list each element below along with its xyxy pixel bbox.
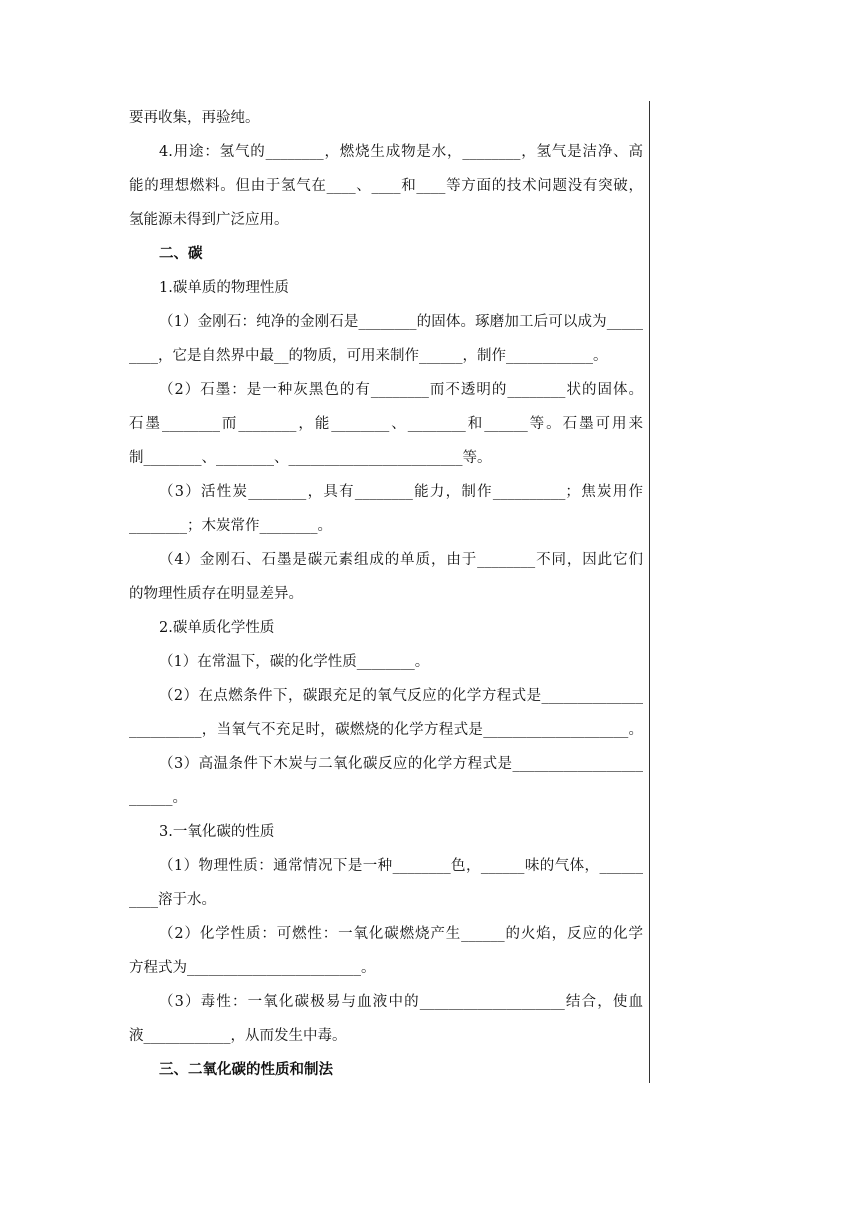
text-line: （1）金刚石：纯净的金刚石是________的固体。琢磨加工后可以成为_____ (159, 314, 643, 330)
text-line: 方程式为________________________。 (129, 960, 376, 976)
text-line: （2）在点燃条件下，碳跟充足的氧气反应的化学方程式是______________ (159, 688, 643, 704)
text-line: （3）活性炭________，具有________能力，制作__________；焦炭用作 (159, 484, 643, 500)
text-line: 要再收集，再验纯。 (129, 110, 260, 126)
text-line: 制________、________、________________________等。 (129, 450, 492, 466)
section-heading: 三、二氧化碳的性质和制法 (159, 1062, 333, 1078)
text-line: ____溶于水。 (129, 892, 216, 908)
text-line: （3）高温条件下木炭与二氧化碳反应的化学方程式是__________________ (159, 756, 643, 772)
text-line: 的物理性质存在明显差异。 (129, 586, 303, 602)
text-line: （2）化学性质：可燃性：一氧化碳燃烧产生______的火焰，反应的化学 (159, 926, 643, 942)
text-line: __________，当氧气不充足时，碳燃烧的化学方程式是____________________。 (129, 722, 643, 738)
section-heading: 二、碳 (159, 246, 203, 262)
subsection-heading: 3.一氧化碳的性质 (159, 824, 275, 840)
text-line: ______。 (129, 790, 187, 806)
text-line: （1）物理性质：通常情况下是一种________色，______味的气体，______ (159, 858, 643, 874)
text-line: ____，它是自然界中最__的物质，可用来制作______，制作____________。 (129, 348, 608, 364)
text-line: 液____________，从而发生中毒。 (129, 1028, 347, 1044)
text-line: ________；木炭常作________。 (129, 518, 332, 534)
subsection-heading: 1.碳单质的物理性质 (159, 280, 289, 296)
right-margin-rule (649, 101, 650, 1083)
text-line: 石墨________而________，能________、________和______等。石墨可用来 (129, 416, 643, 432)
subsection-heading: 2.碳单质化学性质 (159, 620, 275, 636)
document-body (129, 101, 643, 1087)
text-line: 氢能源未得到广泛应用。 (129, 212, 289, 228)
text-line: （3）毒性：一氧化碳极易与血液中的____________________结合，使血 (159, 994, 643, 1010)
text-line: （4）金刚石、石墨是碳元素组成的单质，由于________不同，因此它们 (159, 552, 643, 568)
text-line: （2）石墨：是一种灰黑色的有________而不透明的________状的固体。 (159, 382, 643, 398)
text-line: 4.用途：氢气的________，燃烧生成物是水，________，氢气是洁净、高 (159, 144, 643, 160)
text-line: （1）在常温下，碳的化学性质________。 (159, 654, 430, 670)
text-line: 能的理想燃料。但由于氢气在____、____和____等方面的技术问题没有突破， (129, 178, 643, 194)
